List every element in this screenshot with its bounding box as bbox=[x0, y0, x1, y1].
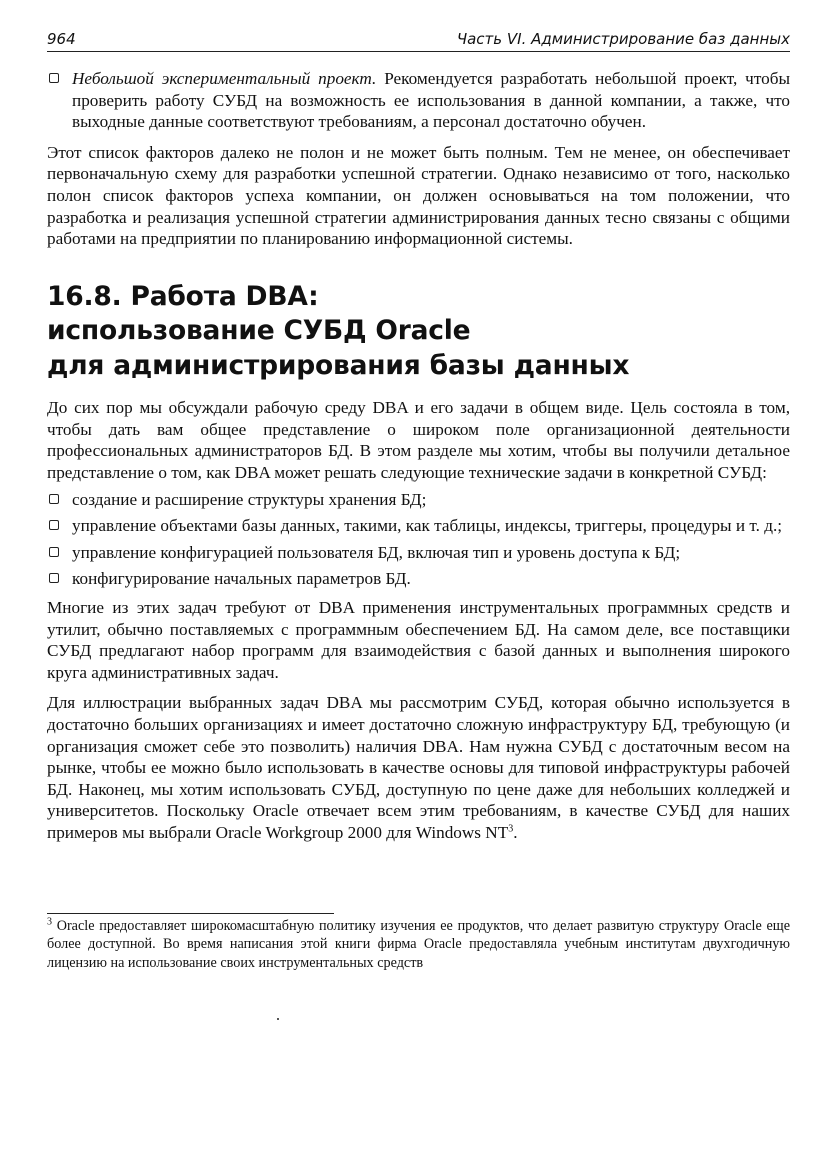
checkbox-bullet-icon bbox=[49, 494, 59, 504]
paragraph-factors: Этот список факторов далеко не полон и не может быть полным. Тем не менее, он обеспечивает первоначальную схему для разработки успешной стратегии. Однако независимо от того, насколько полон список факторов успеха компании, он должен основываться на том положении, что разработка и реализация успешной стратегии администрирования данных тесно связаны с общими работами на предприятии по планированию информационной системы. bbox=[47, 142, 790, 249]
list-item bbox=[47, 515, 790, 537]
heading-line: для администрирования базы данных bbox=[47, 349, 630, 381]
list-item bbox=[47, 542, 790, 564]
print-speck bbox=[277, 1018, 279, 1020]
intro-bullet-list bbox=[47, 68, 790, 133]
paragraph-intro: До сих пор мы обсуждали рабочую среду DBA и его задачи в общем виде. Цель состояла в том, чтобы дать вам общее представление о широком поле организационной деятельности профессиональных администраторов БД. В этом разделе мы хотим, чтобы вы получили детальное представление о том, как DBA может решать следующие технические задачи в конкретной СУБД: bbox=[47, 398, 790, 483]
page-number: 964 bbox=[47, 30, 76, 48]
list-item bbox=[47, 68, 790, 133]
checkbox-bullet-icon bbox=[49, 520, 59, 530]
task-text: управление объектами базы данных, такими, как таблицы, индексы, триггеры, процедуры и т. д.; bbox=[72, 516, 783, 536]
bullet-text: Рекомендуется разработать небольшой проект, чтобы проверить работу СУБД на возможность ее использования в данной компании, а также, что выходные данные соответствуют требованиям, а персонал достаточно обучен. bbox=[72, 69, 791, 132]
footnote-reference: 3 bbox=[508, 823, 514, 835]
footnote-divider bbox=[47, 913, 334, 914]
footnote-text: Oracle предоставляет широкомасштабную политику изучения ее продуктов, что делает развитую структуру Oracle еще более доступной. Во время написания этой книги фирма Oracle предоставляла учебным институтам двухгодичную лицензию на использование своих инструментальных средств bbox=[47, 917, 790, 972]
checkbox-bullet-icon bbox=[49, 547, 59, 557]
heading-line: 16.8. Работа DBA: bbox=[47, 280, 319, 312]
checkbox-bullet-icon bbox=[49, 73, 59, 83]
heading-line: использование СУБД Oracle bbox=[47, 315, 471, 347]
running-header bbox=[47, 30, 790, 52]
paragraph-text: Для иллюстрации выбранных задач DBA мы рассмотрим СУБД, которая обычно используется в достаточно больших организациях и имеет достаточно сложную инфраструктуру БД, требующую (и организация сможет себе это позволить) наличия DBA. Нам нужна СУБД с достаточным весом на рынке, чтобы ее можно было использовать в качестве основы для типовой инфраструктуры рабочей БД. Наконец, мы хотим использовать СУБД, доступную по цене даже для небольших колледжей и университетов. Поскольку Oracle отвечает всем этим требованиям, в качестве СУБД для наших примеров мы выбрали Oracle Workgroup 2000 для Windows NT bbox=[47, 693, 790, 842]
paragraph-oracle bbox=[47, 692, 790, 843]
checkbox-bullet-icon bbox=[49, 573, 59, 583]
task-text: управление конфигурацией пользователя БД, включая тип и уровень доступа к БД; bbox=[72, 542, 681, 562]
footnote-marker: 3 bbox=[47, 915, 52, 927]
section-heading bbox=[47, 280, 790, 384]
paragraph-end: . bbox=[513, 822, 518, 842]
list-item bbox=[47, 568, 790, 590]
bullet-term: Небольшой экспериментальный проект. bbox=[72, 69, 377, 88]
task-text: конфигурирование начальных параметров БД. bbox=[72, 569, 411, 589]
task-text: создание и расширение структуры хранения БД; bbox=[72, 489, 427, 509]
paragraph-tools: Многие из этих задач требуют от DBA применения инструментальных программных средств и утилит, обычно поставляемых с программным обеспечением БД. На самом деле, все поставщики СУБД предлагают набор программ для взаимодействия с базой данных и выполнения широкого круга административных задач. bbox=[47, 598, 790, 682]
list-item bbox=[47, 489, 790, 511]
book-page bbox=[47, 30, 790, 973]
running-title: Часть VI. Администрирование баз данных bbox=[456, 30, 790, 48]
tasks-list bbox=[47, 489, 790, 590]
footnote bbox=[47, 917, 790, 973]
